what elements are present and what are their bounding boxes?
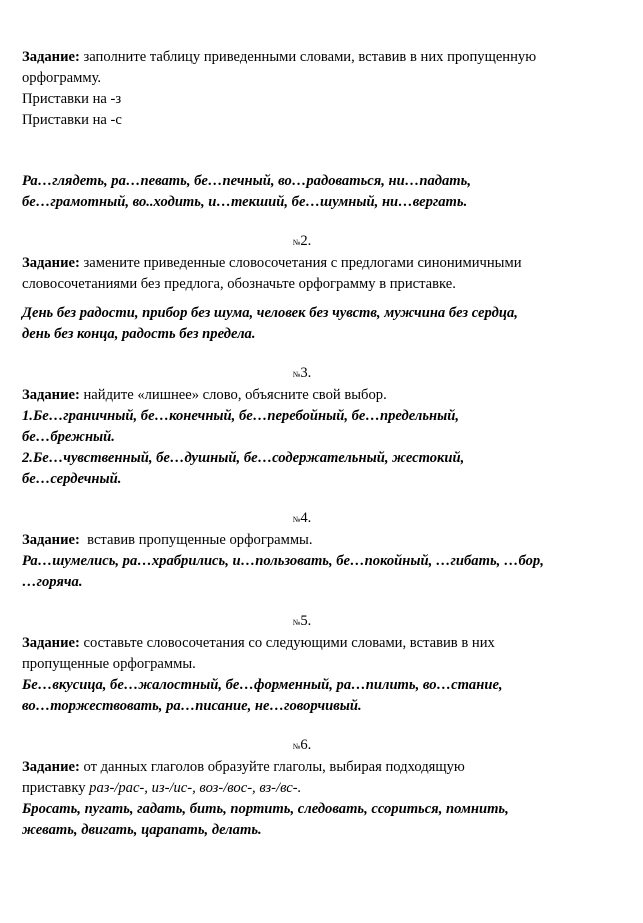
task3-words-3: 2.Бе…чувственный, бе…душный, бе…содержательный, жестокий, xyxy=(22,450,465,466)
task5-number: №5. xyxy=(292,613,312,629)
task3-number: №3. xyxy=(292,365,312,381)
task4-instruction xyxy=(22,530,622,551)
prefix-z-heading: Приставки на -з xyxy=(22,91,122,107)
task5-text-b: пропущенные орфограммы. xyxy=(22,656,196,672)
task6-text-b-plain: приставку xyxy=(22,780,90,796)
task-label: Задание: xyxy=(22,387,80,403)
task3-instruction xyxy=(22,385,622,406)
task6-prefix-list: раз-/рас-, из-/ис-, воз-/вос-, вз-/вс-. xyxy=(89,780,302,796)
task3-words-4: бе…сердечный. xyxy=(22,471,122,487)
task-label: Задание: xyxy=(22,635,80,651)
task4-words-1: Ра…шумелись, ра…храбрились, и…пользовать, бе…покойный, …гибать, …бор, xyxy=(22,553,544,569)
task2-instruction xyxy=(22,253,622,274)
task3-words-1: 1.Бе…граничный, бе…конечный, бе…перебойный, бе…предельный, xyxy=(22,408,460,424)
task6-instruction xyxy=(22,757,622,778)
task5-words-2: во…торжествовать, ра…писание, не…говорчивый. xyxy=(22,698,362,714)
task2-text-b: словосочетаниями без предлога, обозначьте орфограмму в приставке. xyxy=(22,276,456,292)
task2-words-2: день без конца, радость без предела. xyxy=(22,326,256,342)
task-label: Задание: xyxy=(22,532,80,548)
task2-text-a: замените приведенные словосочетания с предлогами синонимичными xyxy=(83,255,522,271)
task1-text-b: орфограмму. xyxy=(22,70,102,86)
prefix-s-heading: Приставки на -с xyxy=(22,112,122,128)
task1-text-a: заполните таблицу приведенными словами, вставив в них пропущенную xyxy=(83,49,537,65)
task3-text: найдите «лишнее» слово, объясните свой выбор. xyxy=(83,387,387,403)
task4-number: №4. xyxy=(292,510,312,526)
task5-instruction xyxy=(22,633,622,654)
task-label: Задание: xyxy=(22,759,80,775)
task6-words-1: Бросать, пугать, гадать, бить, портить, следовать, ссориться, помнить, xyxy=(22,801,509,817)
task5-words-1: Бе…вкусица, бе…жалостный, бе…форменный, ра…пилить, во…стание, xyxy=(22,677,503,693)
task5-text-a: составьте словосочетания со следующими словами, вставив в них xyxy=(83,635,495,651)
task6-text-a: от данных глаголов образуйте глаголы, выбирая подходящую xyxy=(83,759,465,775)
task-label: Задание: xyxy=(22,255,80,271)
task3-words-2: бе…брежный. xyxy=(22,429,115,445)
task2-number: №2. xyxy=(292,233,312,249)
task6-words-2: жевать, двигать, царапать, делать. xyxy=(22,822,262,838)
task-label: Задание: xyxy=(22,49,80,65)
worksheet xyxy=(22,47,622,841)
task4-text: вставив пропущенные орфограммы. xyxy=(83,532,313,548)
task4-words-2: …горяча. xyxy=(22,574,83,590)
task6-text-b xyxy=(22,778,622,799)
task2-words-1: День без радости, прибор без шума, человек без чувств, мужчина без сердца, xyxy=(22,305,518,321)
task1-words-1: Ра…глядеть, ра…певать, бе…печный, во…радоваться, ни…падать, xyxy=(22,173,471,189)
task1-words-2: бе…грамотный, во..ходить, и…текший, бе…шумный, ни…вергать. xyxy=(22,194,468,210)
task6-number: №6. xyxy=(292,737,312,753)
task1-instruction xyxy=(22,47,622,68)
